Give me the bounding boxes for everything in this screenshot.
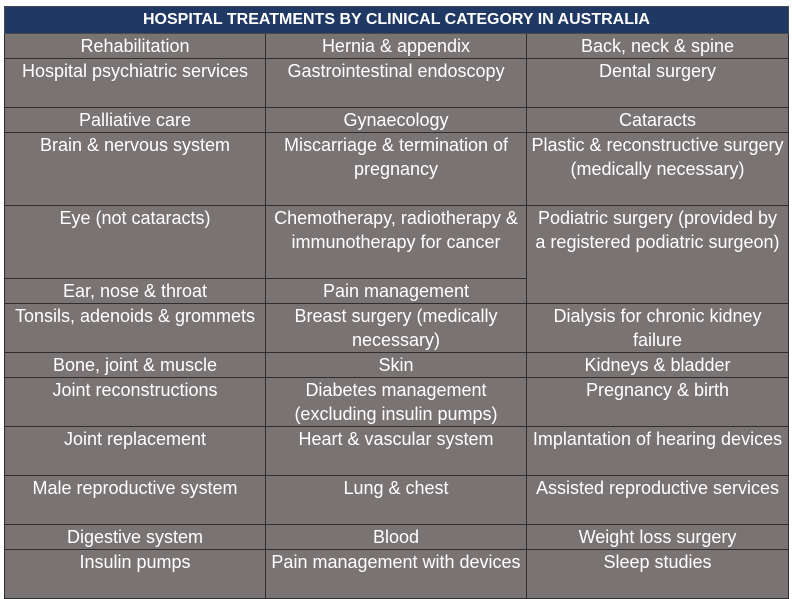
table-cell: Joint replacement: [5, 427, 266, 476]
table-cell: Tonsils, adenoids & grommets: [5, 304, 266, 353]
table-cell: Skin: [266, 353, 527, 378]
table-cell: Palliative care: [5, 108, 266, 133]
table-header-row: [5, 7, 789, 34]
table-cell: Pain management: [266, 279, 527, 304]
table-cell: Diabetes management (excluding insulin pumps): [266, 378, 527, 427]
table-cell: Blood: [266, 525, 527, 550]
table-cell: Male reproductive system: [5, 476, 266, 525]
table-row: [5, 59, 789, 108]
table-row: [5, 133, 789, 206]
table-cell: Gastrointestinal endoscopy: [266, 59, 527, 108]
table-row: [5, 378, 789, 427]
table-cell: Digestive system: [5, 525, 266, 550]
table-row: [5, 427, 789, 476]
table-cell: Back, neck & spine: [527, 34, 789, 59]
treatments-table-wrapper: [4, 6, 788, 599]
table-cell: Pain management with devices: [266, 550, 527, 599]
table-cell: Miscarriage & termination of pregnancy: [266, 133, 527, 206]
table-cell: Lung & chest: [266, 476, 527, 525]
table-cell: Eye (not cataracts): [5, 206, 266, 279]
table-cell: Breast surgery (medically necessary): [266, 304, 527, 353]
table-cell: Heart & vascular system: [266, 427, 527, 476]
table-row: [5, 108, 789, 133]
table-cell: Ear, nose & throat: [5, 279, 266, 304]
table-cell: Podiatric surgery (provided by a registered podiatric surgeon): [527, 206, 789, 304]
table-cell: Plastic & reconstructive surgery (medically necessary): [527, 133, 789, 206]
table-cell: Insulin pumps: [5, 550, 266, 599]
table-row: [5, 476, 789, 525]
table-row: [5, 206, 789, 279]
table-cell: Sleep studies: [527, 550, 789, 599]
table-cell: Joint reconstructions: [5, 378, 266, 427]
table-cell: Chemotherapy, radiotherapy & immunotherapy for cancer: [266, 206, 527, 279]
table-cell: Kidneys & bladder: [527, 353, 789, 378]
table-cell: Cataracts: [527, 108, 789, 133]
table-cell: Bone, joint & muscle: [5, 353, 266, 378]
table-row: [5, 525, 789, 550]
table-cell: Hernia & appendix: [266, 34, 527, 59]
table-cell: Assisted reproductive services: [527, 476, 789, 525]
table-cell: Hospital psychiatric services: [5, 59, 266, 108]
table-row: [5, 550, 789, 599]
table-cell: Brain & nervous system: [5, 133, 266, 206]
table-row: [5, 304, 789, 353]
table-cell: Gynaecology: [266, 108, 527, 133]
table-cell: Weight loss surgery: [527, 525, 789, 550]
table-cell: Dialysis for chronic kidney failure: [527, 304, 789, 353]
clinical-category-table: [4, 6, 789, 599]
table-cell: Dental surgery: [527, 59, 789, 108]
table-row: [5, 34, 789, 59]
table-row: [5, 353, 789, 378]
table-cell: Implantation of hearing devices: [527, 427, 789, 476]
table-cell: Rehabilitation: [5, 34, 266, 59]
table-title: HOSPITAL TREATMENTS BY CLINICAL CATEGORY IN AUSTRALIA: [5, 7, 789, 34]
table-cell: Pregnancy & birth: [527, 378, 789, 427]
